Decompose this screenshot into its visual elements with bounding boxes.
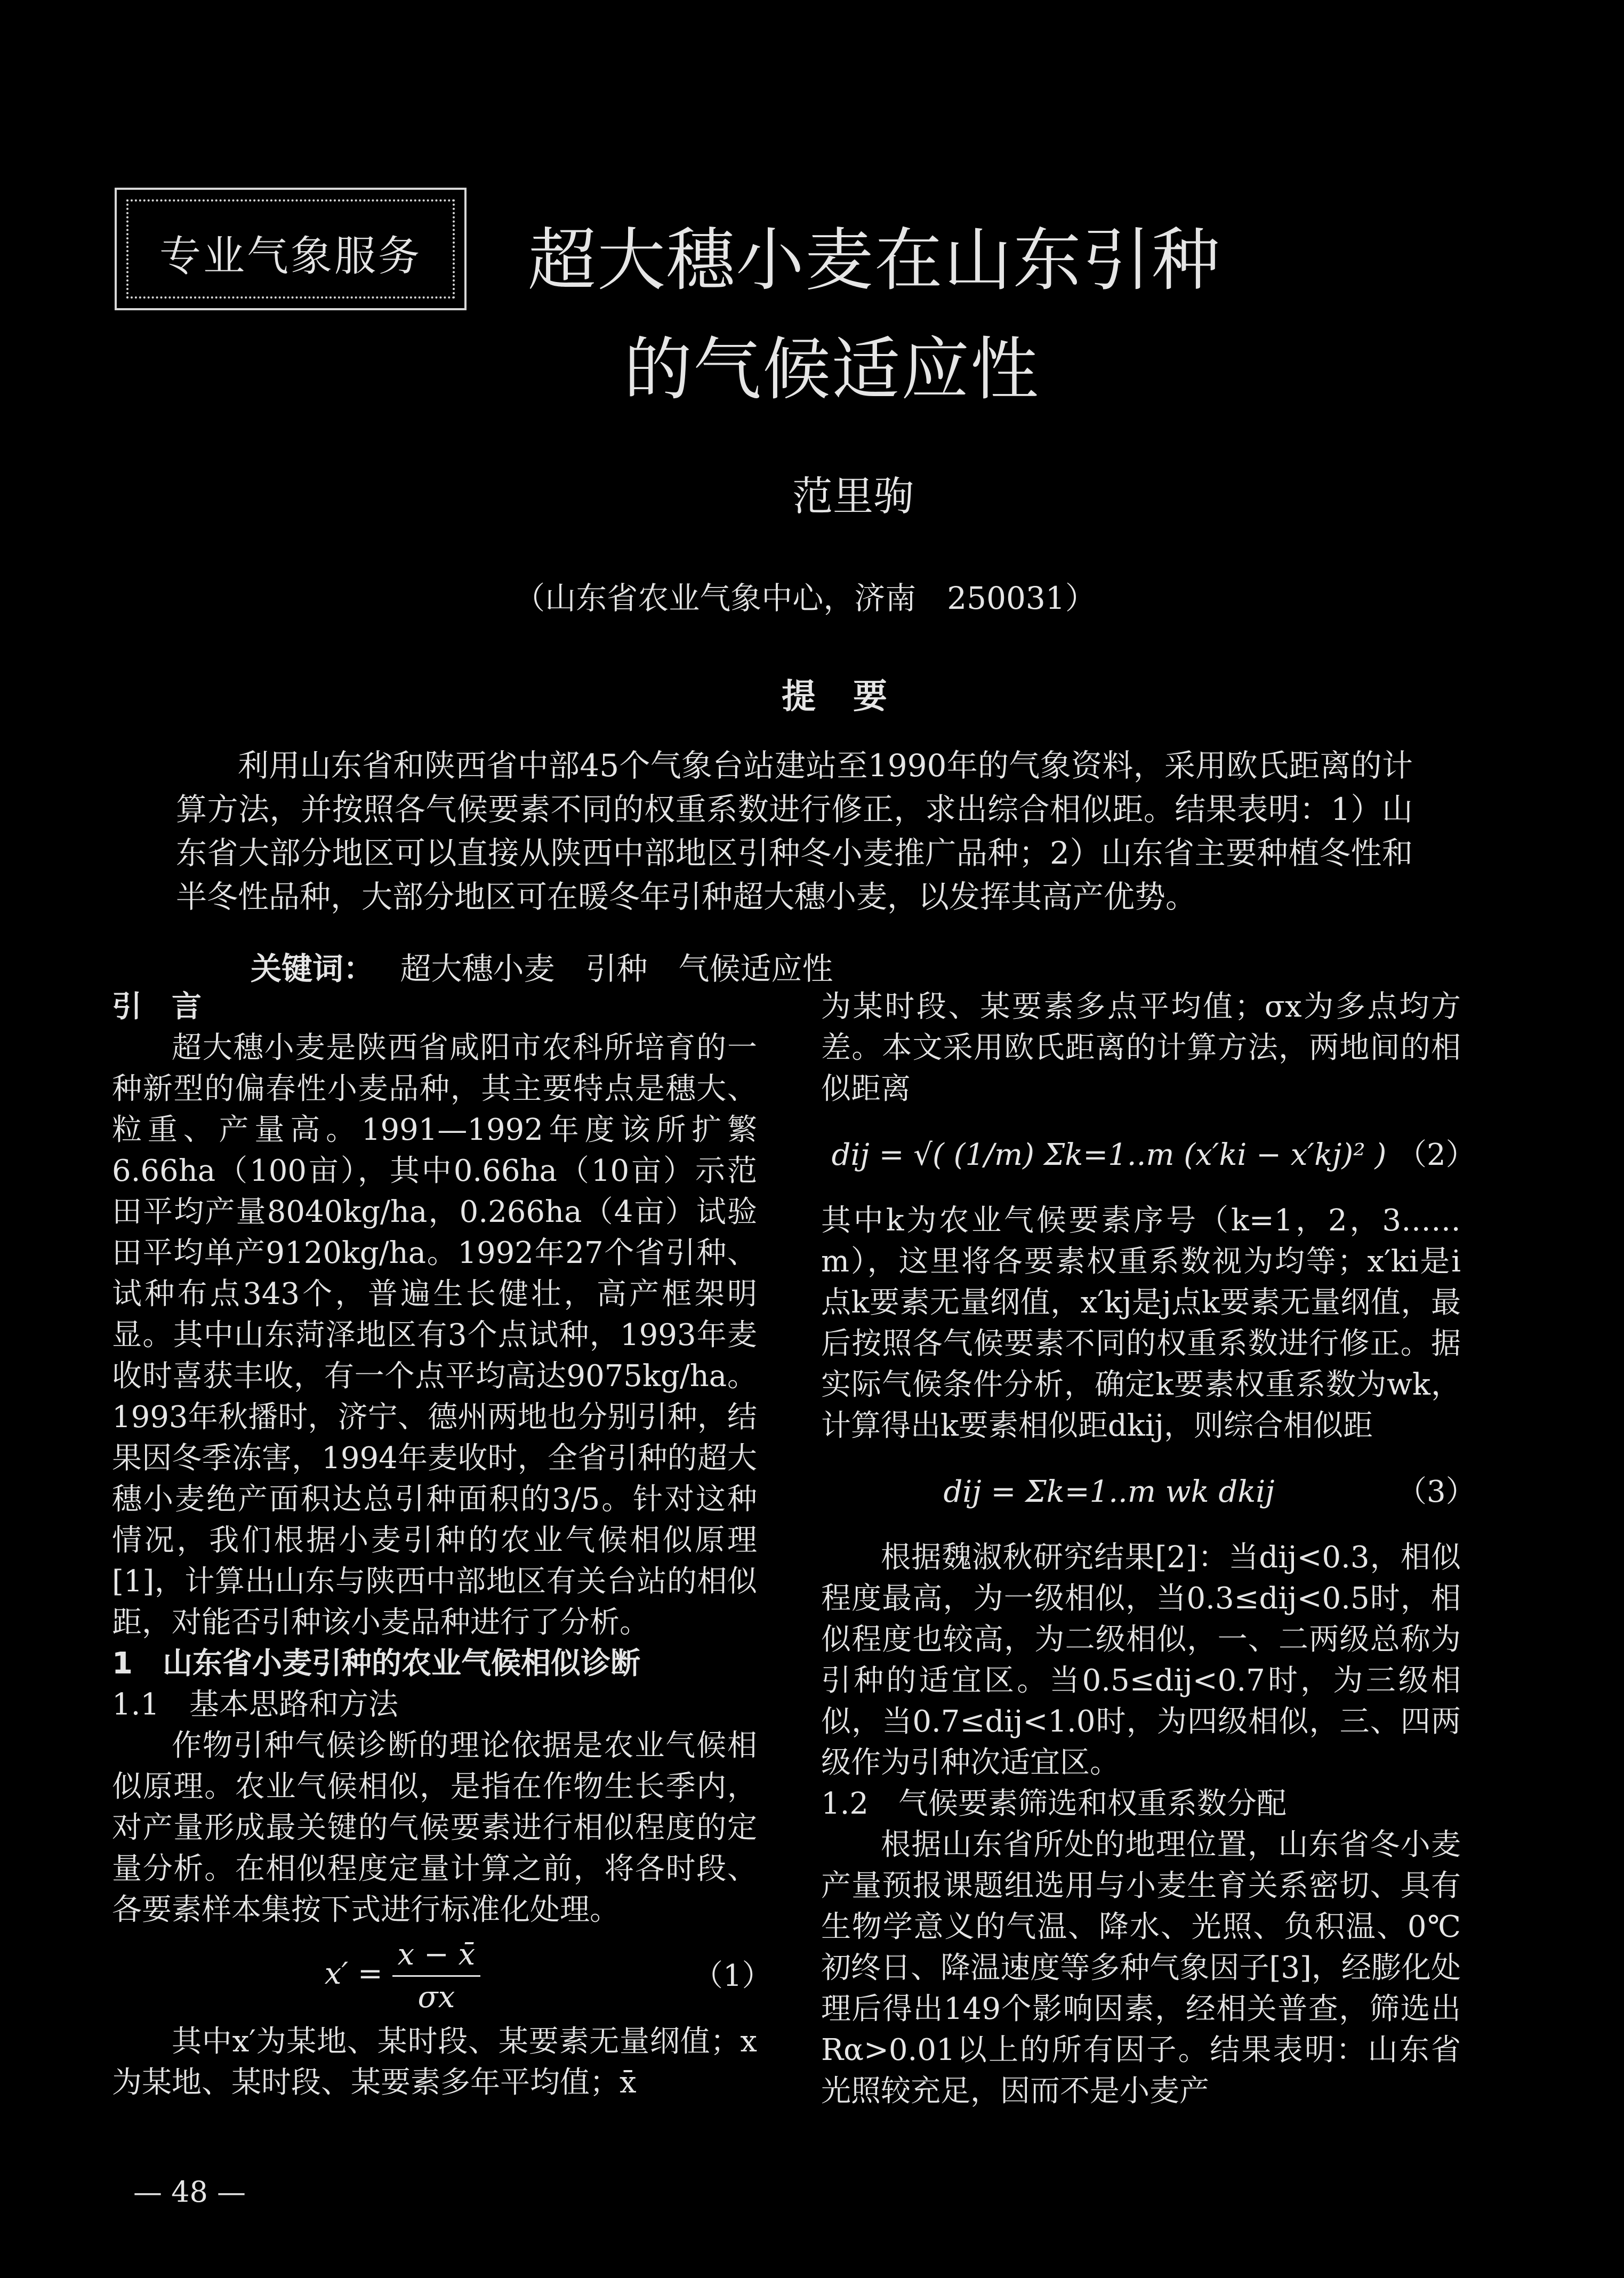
section-1-1-paragraph: 作物引种气候诊断的理论依据是农业气候相似原理。农业气候相似，是指在作物生长季内，对产量形成最关键的气候要素进行相似程度的定量分析。在相似程度定量计算之前，将各时段、各要素样本集按下式进行标准化处理。 (112, 1728, 757, 1927)
author: 范里驹 (792, 472, 914, 520)
right-column (821, 986, 1476, 2112)
section-label: 专业气象服务 (159, 232, 422, 280)
keywords-label: 关键词： (251, 951, 375, 987)
section-1-2-paragraph: 根据山东省所处的地理位置，山东省冬小麦产量预报课题组选用与小麦生育关系密切、具有生物学意义的气温、降水、光照、负积温、0℃初终日、降温速度等多种气象因子[3]，经膨化处理后得出149个影响因素，经相关普查，筛选出Rα>0.01以上的所有因子。结果表明：山东省光照较充足，因而不是小麦产 (821, 1828, 1461, 2108)
eq1-number: （1） (693, 1958, 772, 1993)
equation-2 (821, 1109, 1476, 1200)
paragraph-after-eq1: 其中x′为某地、某时段、某要素无量纲值；x为某地、某时段、某要素多年平均值；x̄ (112, 2024, 757, 2100)
intro-heading: 引 言 (112, 989, 202, 1024)
section-1-heading: 1 山东省小麦引种的农业气候相似诊断 (112, 1646, 640, 1681)
section-box (115, 188, 467, 310)
page-number: — 48 — (133, 2175, 246, 2209)
equation-1 (112, 1930, 772, 2021)
title-line2: 的气候适应性 (624, 330, 1040, 409)
eq1-numerator: x − x̄ (392, 1934, 481, 1977)
paragraph-after-eq2: 其中k为农业气候要素序号（k=1，2，3……m），这里将各要素权重系数视为均等；x′ki是i点k要素无量纲值，x′kj是j点k要素无量纲值，最后按照各气候要素不同的权重系数进行修正。据实际气候条件分析，确定k要素权重系数为wk，计算得出k要素相似距dkij，则综合相似距 (821, 1203, 1461, 1443)
intro-paragraph: 超大穗小麦是陕西省咸阳市农科所培育的一种新型的偏春性小麦品种，其主要特点是穗大、粒重、产量高。1991—1992年度该所扩繁6.66ha（100亩），其中0.66ha（10亩）示范田平均产量8040kg/ha，0.266ha（4亩）试验田平均单产9120kg/ha。1992年27个省引种、试种布点343个，普遍生长健壮，高产框架明显。其中山东菏泽地区有3个点试种，1993年麦收时喜获丰收，有一个点平均高达9075kg/ha。1993年秋播时，济宁、德州两地也分别引种，结果因冬季冻害，1994年麦收时，全省引种的超大穗小麦绝产面积达总引种面积的3/5。针对这种情况，我们根据小麦引种的农业气候相似原理[1]，计算出山东与陕西中部地区有关台站的相似距，对能否引种该小麦品种进行了分析。 (112, 1031, 758, 1640)
affiliation: （山东省农业气象中心，济南 250031） (514, 580, 1096, 616)
abstract-text: 利用山东省和陕西省中部45个气象台站建站至1990年的气象资料，采用欧氏距离的计算方法，并按照各气候要素不同的权重系数进行修正，求出综合相似距。结果表明：1）山东省大部分地区可以直接从陕西中部地区引种冬小麦推广品种；2）山东省主要种植冬性和半冬性品种，大部分地区可在暖冬年引种超大穗小麦，以发挥其高产优势。 (176, 747, 1413, 915)
keywords-text: 超大穗小麦 引种 气候适应性 (400, 951, 833, 987)
eq2-number: （2） (1397, 1137, 1476, 1172)
eq3-expression: dij = Σk=1..m wk dkij (943, 1474, 1275, 1509)
title-line1: 超大穗小麦在山东引种 (528, 221, 1221, 300)
eq3-number: （3） (1397, 1474, 1476, 1509)
eq1-lhs: x′ = (324, 1956, 383, 1991)
left-column (112, 986, 772, 2103)
abstract-heading: 提要 (782, 677, 924, 717)
eq2-expression: dij = √( (1/m) Σk=1..m (x′ki − x′kj)² ) (831, 1137, 1387, 1172)
keywords (251, 944, 833, 988)
eq1-fraction (392, 1934, 481, 2018)
section-1-1-heading: 1.1 基本思路和方法 (112, 1687, 399, 1722)
section-1-2-heading: 1.2 气候要素筛选和权重系数分配 (821, 1786, 1287, 1821)
equation-3 (821, 1446, 1476, 1537)
paragraph-after-eq3: 根据魏淑秋研究结果[2]：当dij<0.3，相似程度最高，为一级相似，当0.3≤dij<0.5时，相似程度也较高，为二级相似，一、二两级总称为引种的适宜区。当0.5≤dij<0.7时，为三级相似，当0.7≤dij<1.0时，为四级相似，三、四两级作为引种次适宜区。 (821, 1540, 1461, 1780)
eq1-denominator: σx (417, 1979, 455, 2015)
right-top-paragraph: 为某时段、某要素多点平均值；σx为多点均方差。本文采用欧氏距离的计算方法，两地间的相似距离 (821, 989, 1461, 1106)
